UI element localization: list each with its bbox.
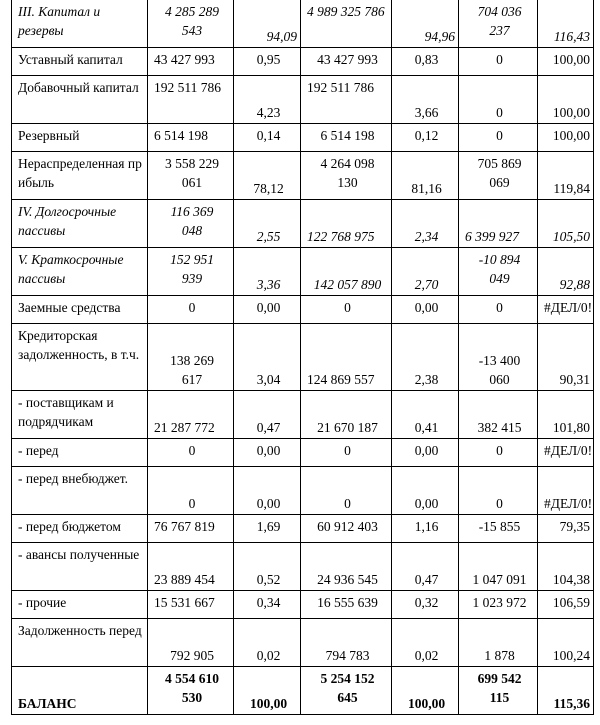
- value-start: 792 905: [148, 619, 234, 667]
- value-start-text: 4 554 610 530: [165, 671, 219, 705]
- share-end: 0,41: [392, 391, 459, 439]
- value-end: 6 514 198: [301, 124, 392, 152]
- table-row-balance-total: [12, 667, 594, 715]
- share-end: 0,00: [392, 296, 459, 324]
- share-end: 81,16: [392, 152, 459, 200]
- growth-rate: 100,00: [538, 76, 594, 124]
- value-start-text: 3 558 229 061: [165, 156, 219, 190]
- value-change: 0: [459, 439, 538, 467]
- growth-rate: 100,00: [538, 124, 594, 152]
- value-change: 0: [459, 467, 538, 515]
- growth-rate: 101,80: [538, 391, 594, 439]
- growth-rate: #ДЕЛ/0!: [538, 296, 594, 324]
- growth-rate: 92,88: [538, 248, 594, 296]
- value-start: 15 531 667: [148, 591, 234, 619]
- value-end-text: 5 254 152 645: [320, 671, 375, 705]
- value-change: [459, 324, 538, 391]
- share-end: 100,00: [392, 667, 459, 715]
- balance-table: [11, 0, 594, 715]
- value-end-text: 4 264 098 130: [320, 156, 375, 190]
- table-row-reserve: [12, 124, 594, 152]
- share-end: 0,00: [392, 467, 459, 515]
- value-change-text: -10 894 049: [478, 252, 521, 286]
- value-start: 0: [148, 467, 234, 515]
- value-start: 76 767 819: [148, 515, 234, 543]
- value-end: 794 783: [301, 619, 392, 667]
- share-end: 2,38: [392, 324, 459, 391]
- table-row-to-personnel: [12, 439, 594, 467]
- value-start: [148, 324, 234, 391]
- growth-rate: 100,00: [538, 48, 594, 76]
- growth-rate: #ДЕЛ/0!: [538, 467, 594, 515]
- row-label: - прочие: [12, 591, 148, 619]
- value-start: 6 514 198: [148, 124, 234, 152]
- growth-rate: #ДЕЛ/0!: [538, 439, 594, 467]
- value-change: 1 047 091: [459, 543, 538, 591]
- value-start: [148, 667, 234, 715]
- value-end: 0: [301, 296, 392, 324]
- value-change: [459, 152, 538, 200]
- table-row-budget: [12, 515, 594, 543]
- value-start: 23 889 454: [148, 543, 234, 591]
- table-row-authorized-capital: [12, 48, 594, 76]
- value-change-text: -13 400 060: [478, 353, 521, 387]
- share-start: 2,55: [234, 200, 301, 248]
- share-start: 0,00: [234, 296, 301, 324]
- value-start-text: 152 951 939: [170, 252, 214, 286]
- value-start: 0: [148, 296, 234, 324]
- value-start-text: 116 369 048: [170, 204, 214, 238]
- share-end: 1,16: [392, 515, 459, 543]
- value-change: 0: [459, 48, 538, 76]
- value-end: [301, 667, 392, 715]
- value-start: 0: [148, 439, 234, 467]
- value-end: 124 869 557: [301, 324, 392, 391]
- share-start: 0,52: [234, 543, 301, 591]
- table-row-borrowed-funds: [12, 296, 594, 324]
- value-change: -15 855: [459, 515, 538, 543]
- value-end: [301, 76, 392, 124]
- table-row-retained-earnings: [12, 152, 594, 200]
- share-end: 3,66: [392, 76, 459, 124]
- share-start: 94,09: [234, 0, 301, 48]
- value-end-text: 192 511 786: [307, 80, 374, 95]
- share-end: 0,02: [392, 619, 459, 667]
- row-label: - перед бюджетом: [12, 515, 148, 543]
- row-label: III. Капитал и резервы: [12, 0, 148, 48]
- value-start: [148, 200, 234, 248]
- value-change: 0: [459, 124, 538, 152]
- row-label: - поставщикам и подрядчикам: [12, 391, 148, 439]
- value-end: 24 936 545: [301, 543, 392, 591]
- value-end: 142 057 890: [301, 248, 392, 296]
- row-label: Уставный капитал: [12, 48, 148, 76]
- share-end: 0,47: [392, 543, 459, 591]
- value-change: 0: [459, 76, 538, 124]
- table-row-advances-received: [12, 543, 594, 591]
- row-label: Резервный: [12, 124, 148, 152]
- growth-rate: 119,84: [538, 152, 594, 200]
- growth-rate: 116,43: [538, 0, 594, 48]
- table-row-other: [12, 591, 594, 619]
- value-start: 21 287 772: [148, 391, 234, 439]
- table-row-additional-capital: [12, 76, 594, 124]
- row-label: Нераспределенная прибыль: [12, 152, 148, 200]
- table-row-suppliers: [12, 391, 594, 439]
- value-start: 43 427 993: [148, 48, 234, 76]
- value-start: [148, 0, 234, 48]
- value-change: [459, 248, 538, 296]
- value-end: 16 555 639: [301, 591, 392, 619]
- growth-rate: 79,35: [538, 515, 594, 543]
- share-end: 2,70: [392, 248, 459, 296]
- value-end: 60 912 403: [301, 515, 392, 543]
- value-change: 6 399 927: [459, 200, 538, 248]
- share-end: 2,34: [392, 200, 459, 248]
- growth-rate: 106,59: [538, 591, 594, 619]
- value-start: [148, 152, 234, 200]
- share-start: 0,47: [234, 391, 301, 439]
- value-change-text: 699 542 115: [477, 671, 522, 705]
- value-end: 122 768 975: [301, 200, 392, 248]
- table-row-short-term-liabilities: [12, 248, 594, 296]
- growth-rate: 115,36: [538, 667, 594, 715]
- value-change: [459, 0, 538, 48]
- table-row-extrabudgetary: [12, 467, 594, 515]
- row-label: - авансы полученные: [12, 543, 148, 591]
- row-label: V. Краткосрочные пассивы: [12, 248, 148, 296]
- value-end-text: 4 989 325 786: [307, 4, 385, 19]
- share-start: 0,14: [234, 124, 301, 152]
- share-start: 78,12: [234, 152, 301, 200]
- growth-rate: 104,38: [538, 543, 594, 591]
- value-start-text: 4 285 289 543: [165, 4, 219, 38]
- value-end: 43 427 993: [301, 48, 392, 76]
- value-end: 0: [301, 467, 392, 515]
- value-end: 0: [301, 439, 392, 467]
- share-start: 3,36: [234, 248, 301, 296]
- share-start: 0,00: [234, 467, 301, 515]
- row-label: Заемные средства: [12, 296, 148, 324]
- value-start-text: 192 511 786: [154, 80, 221, 95]
- share-end: 0,83: [392, 48, 459, 76]
- share-start: 0,00: [234, 439, 301, 467]
- share-start: 0,34: [234, 591, 301, 619]
- row-label: - перед: [12, 439, 148, 467]
- value-end: 21 670 187: [301, 391, 392, 439]
- value-end: [301, 0, 392, 48]
- row-label: IV. Долгосрочные пассивы: [12, 200, 148, 248]
- share-start: 100,00: [234, 667, 301, 715]
- table-row-accounts-payable: [12, 324, 594, 391]
- value-start: [148, 76, 234, 124]
- value-change: [459, 667, 538, 715]
- value-change: 0: [459, 296, 538, 324]
- table-row-debt-to: [12, 619, 594, 667]
- share-start: 0,95: [234, 48, 301, 76]
- value-change: 1 878: [459, 619, 538, 667]
- share-start: 1,69: [234, 515, 301, 543]
- value-change: 382 415: [459, 391, 538, 439]
- value-start-text: 138 269 617: [170, 353, 214, 387]
- share-end: 0,32: [392, 591, 459, 619]
- value-start: [148, 248, 234, 296]
- table-row-long-term-liabilities: [12, 200, 594, 248]
- value-change-text: 705 869 069: [477, 156, 522, 190]
- share-start: 4,23: [234, 76, 301, 124]
- row-label: Кредиторская задолженность, в т.ч.: [12, 324, 148, 391]
- share-end: 0,12: [392, 124, 459, 152]
- value-end: [301, 152, 392, 200]
- growth-rate: 105,50: [538, 200, 594, 248]
- share-start: 3,04: [234, 324, 301, 391]
- growth-rate: 100,24: [538, 619, 594, 667]
- row-label: БАЛАНС: [12, 667, 148, 715]
- share-end: 0,00: [392, 439, 459, 467]
- share-end: 94,96: [392, 0, 459, 48]
- table-row-capital-reserves: [12, 0, 594, 48]
- row-label: Добавочный капитал: [12, 76, 148, 124]
- value-change: 1 023 972: [459, 591, 538, 619]
- row-label: - перед внебюджет.: [12, 467, 148, 515]
- growth-rate: 90,31: [538, 324, 594, 391]
- row-label: Задолженность перед: [12, 619, 148, 667]
- value-change-text: 704 036 237: [477, 4, 522, 38]
- share-start: 0,02: [234, 619, 301, 667]
